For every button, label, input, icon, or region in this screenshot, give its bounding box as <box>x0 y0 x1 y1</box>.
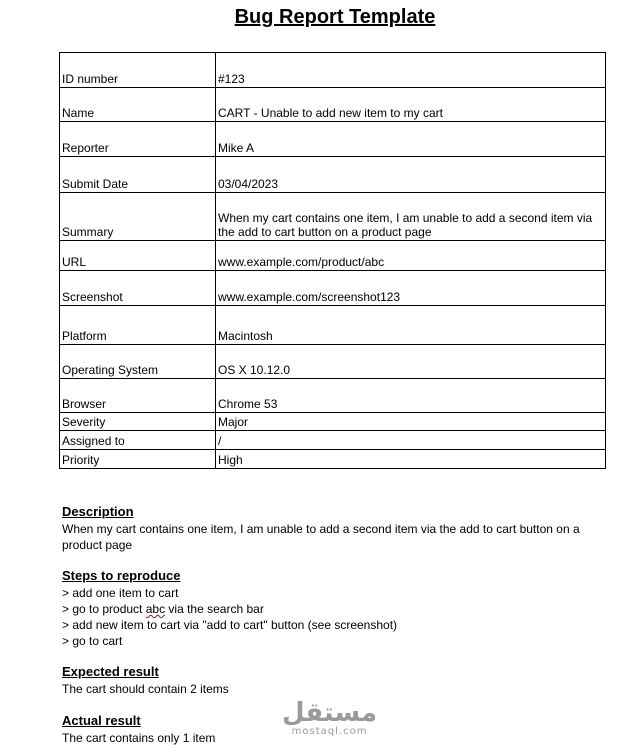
table-row <box>60 53 606 88</box>
table-row <box>60 157 606 193</box>
table-row <box>60 88 606 122</box>
field-label: Browser <box>60 379 216 413</box>
bug-report-table <box>59 52 606 469</box>
field-label: Severity <box>60 413 216 431</box>
table-row <box>60 450 606 469</box>
description-text: When my cart contains one item, I am unable to add a second item via the add to cart button on a product page <box>62 522 580 552</box>
field-label: Summary <box>60 193 216 241</box>
description-section <box>62 504 617 553</box>
watermark-latin: mostaql.com <box>291 726 368 737</box>
field-value: Major <box>216 413 606 431</box>
expected-text: The cart should contain 2 items <box>62 682 229 696</box>
step-item: > add new item to cart via "add to cart" button (see screenshot) <box>62 618 398 632</box>
field-label: URL <box>60 241 216 271</box>
spellcheck-word: abc <box>145 602 166 616</box>
field-label: Reporter <box>60 122 216 157</box>
actual-text: The cart contains only 1 item <box>62 731 216 745</box>
field-value: Macintosh <box>216 306 606 345</box>
field-value: OS X 10.12.0 <box>216 345 606 379</box>
table-row <box>60 271 606 306</box>
step-item: > add one item to cart <box>62 586 179 600</box>
page-title: Bug Report Template <box>234 6 436 28</box>
field-value: Mike A <box>216 122 606 157</box>
field-label: Priority <box>60 450 216 469</box>
table-row <box>60 345 606 379</box>
field-value: CART - Unable to add new item to my cart <box>216 88 606 122</box>
watermark-arabic: مستقل <box>282 698 378 728</box>
step-item: > go to cart <box>62 634 123 648</box>
field-label: Operating System <box>60 345 216 379</box>
mostaql-watermark <box>282 700 377 738</box>
table-row <box>60 306 606 345</box>
field-label: Assigned to <box>60 431 216 450</box>
field-value: / <box>216 431 606 450</box>
expected-heading: Expected result <box>62 664 159 679</box>
step-item <box>62 601 617 617</box>
table-row <box>60 379 606 413</box>
expected-section <box>62 664 617 697</box>
field-label: ID number <box>60 53 216 88</box>
field-value: www.example.com/product/abc <box>216 241 606 271</box>
step-text: via the search bar <box>165 602 264 616</box>
table-row <box>60 431 606 450</box>
field-value: www.example.com/screenshot123 <box>216 271 606 306</box>
steps-heading: Steps to reproduce <box>62 568 181 583</box>
table-row <box>60 122 606 157</box>
step-text: > go to product <box>62 602 146 616</box>
field-value: Chrome 53 <box>216 379 606 413</box>
field-label: Platform <box>60 306 216 345</box>
table-row <box>60 193 606 241</box>
table-row <box>60 413 606 431</box>
field-label: Submit Date <box>60 157 216 193</box>
field-label: Screenshot <box>60 271 216 306</box>
field-value: When my cart contains one item, I am unable to add a second item via the add to cart button on a product page <box>216 193 606 241</box>
table-row <box>60 241 606 271</box>
field-value: High <box>216 450 606 469</box>
field-label: Name <box>60 88 216 122</box>
field-value: #123 <box>216 53 606 88</box>
field-value: 03/04/2023 <box>216 157 606 193</box>
steps-section <box>62 568 617 649</box>
description-heading: Description <box>62 504 134 519</box>
actual-heading: Actual result <box>62 713 141 728</box>
